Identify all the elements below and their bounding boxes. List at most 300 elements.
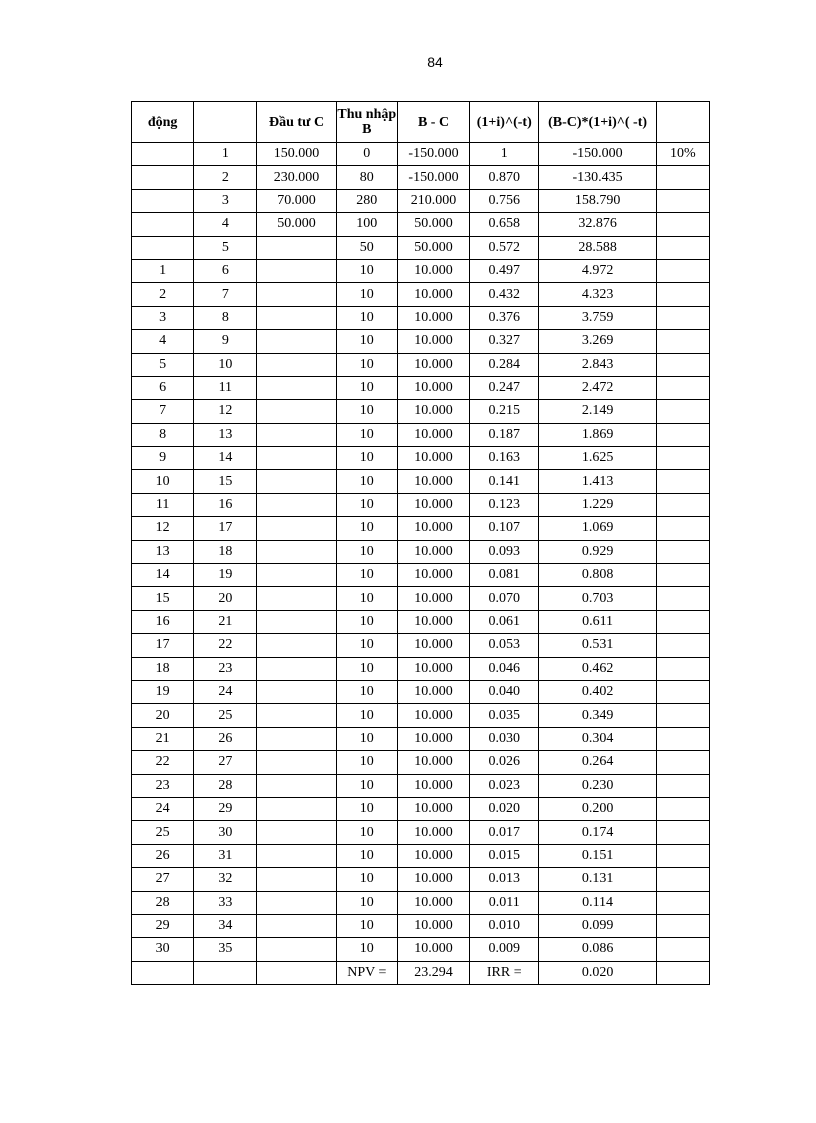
empty-cell bbox=[656, 914, 709, 937]
operation-year-cell: 22 bbox=[132, 751, 194, 774]
income-cell: 10 bbox=[336, 704, 397, 727]
investment-cell bbox=[257, 259, 336, 282]
year-cell: 17 bbox=[194, 517, 257, 540]
operation-year-cell bbox=[132, 166, 194, 189]
discounted-value-cell: 3.759 bbox=[539, 306, 656, 329]
empty-cell bbox=[656, 938, 709, 961]
empty-cell bbox=[656, 189, 709, 212]
table-row bbox=[132, 891, 710, 914]
operation-year-cell: 23 bbox=[132, 774, 194, 797]
operation-year-cell: 7 bbox=[132, 400, 194, 423]
investment-cell bbox=[257, 797, 336, 820]
discount-factor-cell: 0.020 bbox=[470, 797, 539, 820]
header-discounted-value: (B-C)*(1+i)^( -t) bbox=[539, 102, 656, 143]
table-row bbox=[132, 376, 710, 399]
investment-cell bbox=[257, 821, 336, 844]
operation-year-cell: 28 bbox=[132, 891, 194, 914]
discount-factor-cell: 0.432 bbox=[470, 283, 539, 306]
table-row bbox=[132, 306, 710, 329]
income-cell: 10 bbox=[336, 797, 397, 820]
net-flow-cell: 10.000 bbox=[397, 400, 469, 423]
income-cell: 10 bbox=[336, 330, 397, 353]
empty-cell bbox=[656, 376, 709, 399]
year-cell: 11 bbox=[194, 376, 257, 399]
net-flow-cell: 10.000 bbox=[397, 376, 469, 399]
discounted-value-cell: 0.703 bbox=[539, 587, 656, 610]
discount-factor-cell: 0.376 bbox=[470, 306, 539, 329]
discounted-value-cell: 28.588 bbox=[539, 236, 656, 259]
year-cell: 14 bbox=[194, 447, 257, 470]
investment-cell bbox=[257, 704, 336, 727]
table-row bbox=[132, 143, 710, 166]
discount-rate-cell: 10% bbox=[656, 143, 709, 166]
net-flow-cell: 10.000 bbox=[397, 587, 469, 610]
operation-year-cell bbox=[132, 213, 194, 236]
net-flow-cell: 10.000 bbox=[397, 306, 469, 329]
income-cell: 10 bbox=[336, 938, 397, 961]
discounted-value-cell: 0.349 bbox=[539, 704, 656, 727]
discount-factor-cell: 0.015 bbox=[470, 844, 539, 867]
table-row bbox=[132, 447, 710, 470]
discount-factor-cell: 0.123 bbox=[470, 493, 539, 516]
table-footer bbox=[132, 961, 710, 984]
net-flow-cell: 10.000 bbox=[397, 727, 469, 750]
empty-cell bbox=[656, 400, 709, 423]
operation-year-cell: 24 bbox=[132, 797, 194, 820]
discount-factor-cell: 0.141 bbox=[470, 470, 539, 493]
investment-cell bbox=[257, 376, 336, 399]
income-cell: 10 bbox=[336, 306, 397, 329]
income-cell: 10 bbox=[336, 283, 397, 306]
income-cell: 10 bbox=[336, 751, 397, 774]
discounted-value-cell: 1.625 bbox=[539, 447, 656, 470]
investment-cell bbox=[257, 868, 336, 891]
discounted-value-cell: 2.843 bbox=[539, 353, 656, 376]
net-flow-cell: 10.000 bbox=[397, 517, 469, 540]
operation-year-cell bbox=[132, 189, 194, 212]
net-flow-cell: 10.000 bbox=[397, 657, 469, 680]
table-row bbox=[132, 259, 710, 282]
discount-factor-cell: 0.011 bbox=[470, 891, 539, 914]
discounted-value-cell: 0.200 bbox=[539, 797, 656, 820]
summary-row bbox=[132, 961, 710, 984]
table-row bbox=[132, 189, 710, 212]
discount-factor-cell: 0.081 bbox=[470, 564, 539, 587]
investment-cell bbox=[257, 236, 336, 259]
year-cell: 34 bbox=[194, 914, 257, 937]
discount-factor-cell: 0.497 bbox=[470, 259, 539, 282]
discount-factor-cell: 1 bbox=[470, 143, 539, 166]
header-investment-c: Đầu tư C bbox=[257, 102, 336, 143]
table-row bbox=[132, 283, 710, 306]
discount-factor-cell: 0.010 bbox=[470, 914, 539, 937]
discounted-value-cell: 0.611 bbox=[539, 610, 656, 633]
operation-year-cell: 4 bbox=[132, 330, 194, 353]
investment-cell bbox=[257, 423, 336, 446]
discount-factor-cell: 0.870 bbox=[470, 166, 539, 189]
investment-cell bbox=[257, 564, 336, 587]
income-cell: 10 bbox=[336, 376, 397, 399]
net-flow-cell: 10.000 bbox=[397, 610, 469, 633]
discounted-value-cell: 3.269 bbox=[539, 330, 656, 353]
discounted-value-cell: -130.435 bbox=[539, 166, 656, 189]
year-cell: 3 bbox=[194, 189, 257, 212]
empty-cell bbox=[656, 470, 709, 493]
investment-cell bbox=[257, 517, 336, 540]
npv-label: NPV = bbox=[336, 961, 397, 984]
npv-value: 23.294 bbox=[397, 961, 469, 984]
header-year bbox=[194, 102, 257, 143]
investment-cell bbox=[257, 587, 336, 610]
table-row bbox=[132, 914, 710, 937]
discount-factor-cell: 0.187 bbox=[470, 423, 539, 446]
income-cell: 10 bbox=[336, 657, 397, 680]
income-cell: 10 bbox=[336, 400, 397, 423]
investment-cell bbox=[257, 447, 336, 470]
year-cell: 24 bbox=[194, 680, 257, 703]
year-cell: 8 bbox=[194, 306, 257, 329]
table-row bbox=[132, 680, 710, 703]
summary-empty-cell bbox=[132, 961, 194, 984]
operation-year-cell: 29 bbox=[132, 914, 194, 937]
operation-year-cell: 3 bbox=[132, 306, 194, 329]
header-b-minus-c: B - C bbox=[397, 102, 469, 143]
discounted-value-cell: 4.972 bbox=[539, 259, 656, 282]
table-row bbox=[132, 400, 710, 423]
year-cell: 19 bbox=[194, 564, 257, 587]
discount-factor-cell: 0.023 bbox=[470, 774, 539, 797]
income-cell: 10 bbox=[336, 493, 397, 516]
empty-cell bbox=[656, 610, 709, 633]
discount-factor-cell: 0.013 bbox=[470, 868, 539, 891]
net-flow-cell: 10.000 bbox=[397, 634, 469, 657]
discounted-value-cell: 2.149 bbox=[539, 400, 656, 423]
net-flow-cell: 10.000 bbox=[397, 493, 469, 516]
investment-cell bbox=[257, 306, 336, 329]
discount-factor-cell: 0.327 bbox=[470, 330, 539, 353]
discount-factor-cell: 0.756 bbox=[470, 189, 539, 212]
empty-cell bbox=[656, 423, 709, 446]
income-cell: 10 bbox=[336, 470, 397, 493]
cash-flow-table bbox=[131, 101, 710, 985]
income-cell: 10 bbox=[336, 540, 397, 563]
operation-year-cell: 11 bbox=[132, 493, 194, 516]
investment-cell bbox=[257, 470, 336, 493]
net-flow-cell: -150.000 bbox=[397, 143, 469, 166]
operation-year-cell: 19 bbox=[132, 680, 194, 703]
investment-cell bbox=[257, 891, 336, 914]
year-cell: 25 bbox=[194, 704, 257, 727]
discounted-value-cell: 2.472 bbox=[539, 376, 656, 399]
empty-cell bbox=[656, 634, 709, 657]
operation-year-cell: 1 bbox=[132, 259, 194, 282]
investment-cell bbox=[257, 353, 336, 376]
operation-year-cell: 8 bbox=[132, 423, 194, 446]
year-cell: 28 bbox=[194, 774, 257, 797]
year-cell: 7 bbox=[194, 283, 257, 306]
empty-cell bbox=[656, 751, 709, 774]
operation-year-cell: 16 bbox=[132, 610, 194, 633]
income-cell: 280 bbox=[336, 189, 397, 212]
table-row bbox=[132, 423, 710, 446]
net-flow-cell: 10.000 bbox=[397, 891, 469, 914]
table-row bbox=[132, 236, 710, 259]
discount-factor-cell: 0.658 bbox=[470, 213, 539, 236]
operation-year-cell: 9 bbox=[132, 447, 194, 470]
discount-factor-cell: 0.053 bbox=[470, 634, 539, 657]
discounted-value-cell: 158.790 bbox=[539, 189, 656, 212]
operation-year-cell: 2 bbox=[132, 283, 194, 306]
net-flow-cell: 10.000 bbox=[397, 844, 469, 867]
table-row bbox=[132, 493, 710, 516]
table-row bbox=[132, 540, 710, 563]
investment-cell bbox=[257, 914, 336, 937]
empty-cell bbox=[656, 213, 709, 236]
net-flow-cell: 50.000 bbox=[397, 236, 469, 259]
year-cell: 15 bbox=[194, 470, 257, 493]
empty-cell bbox=[656, 680, 709, 703]
operation-year-cell: 30 bbox=[132, 938, 194, 961]
discounted-value-cell: 0.462 bbox=[539, 657, 656, 680]
irr-label: IRR = bbox=[470, 961, 539, 984]
table-row bbox=[132, 213, 710, 236]
year-cell: 6 bbox=[194, 259, 257, 282]
discounted-value-cell: 1.069 bbox=[539, 517, 656, 540]
table-row bbox=[132, 797, 710, 820]
investment-cell bbox=[257, 751, 336, 774]
net-flow-cell: 10.000 bbox=[397, 914, 469, 937]
investment-cell bbox=[257, 400, 336, 423]
discounted-value-cell: 0.086 bbox=[539, 938, 656, 961]
empty-cell bbox=[656, 821, 709, 844]
discount-factor-cell: 0.035 bbox=[470, 704, 539, 727]
table-row bbox=[132, 938, 710, 961]
net-flow-cell: 10.000 bbox=[397, 423, 469, 446]
income-cell: 10 bbox=[336, 634, 397, 657]
net-flow-cell: 10.000 bbox=[397, 797, 469, 820]
empty-cell bbox=[656, 166, 709, 189]
table-body bbox=[132, 143, 710, 962]
header-row bbox=[132, 102, 710, 143]
year-cell: 22 bbox=[194, 634, 257, 657]
summary-empty-cell bbox=[194, 961, 257, 984]
income-cell: 10 bbox=[336, 587, 397, 610]
year-cell: 1 bbox=[194, 143, 257, 166]
operation-year-cell: 10 bbox=[132, 470, 194, 493]
operation-year-cell: 14 bbox=[132, 564, 194, 587]
income-cell: 10 bbox=[336, 423, 397, 446]
investment-cell: 150.000 bbox=[257, 143, 336, 166]
empty-cell bbox=[656, 657, 709, 680]
investment-cell bbox=[257, 540, 336, 563]
table-row bbox=[132, 353, 710, 376]
table-row bbox=[132, 587, 710, 610]
discount-factor-cell: 0.040 bbox=[470, 680, 539, 703]
income-cell: 10 bbox=[336, 517, 397, 540]
discounted-value-cell: 0.304 bbox=[539, 727, 656, 750]
net-flow-cell: -150.000 bbox=[397, 166, 469, 189]
operation-year-cell: 15 bbox=[132, 587, 194, 610]
net-flow-cell: 10.000 bbox=[397, 283, 469, 306]
empty-cell bbox=[656, 259, 709, 282]
empty-cell bbox=[656, 891, 709, 914]
empty-cell bbox=[656, 493, 709, 516]
discounted-value-cell: 0.099 bbox=[539, 914, 656, 937]
empty-cell bbox=[656, 353, 709, 376]
table-row bbox=[132, 704, 710, 727]
empty-cell bbox=[656, 283, 709, 306]
investment-cell: 230.000 bbox=[257, 166, 336, 189]
net-flow-cell: 10.000 bbox=[397, 330, 469, 353]
income-cell: 10 bbox=[336, 447, 397, 470]
discounted-value-cell: 0.808 bbox=[539, 564, 656, 587]
discounted-value-cell: 4.323 bbox=[539, 283, 656, 306]
table-row bbox=[132, 657, 710, 680]
table-header bbox=[132, 102, 710, 143]
year-cell: 9 bbox=[194, 330, 257, 353]
year-cell: 5 bbox=[194, 236, 257, 259]
header-income-b: Thu nhập B bbox=[336, 102, 397, 143]
table-row bbox=[132, 564, 710, 587]
income-cell: 10 bbox=[336, 353, 397, 376]
discount-factor-cell: 0.017 bbox=[470, 821, 539, 844]
income-cell: 80 bbox=[336, 166, 397, 189]
net-flow-cell: 10.000 bbox=[397, 470, 469, 493]
operation-year-cell: 6 bbox=[132, 376, 194, 399]
discount-factor-cell: 0.215 bbox=[470, 400, 539, 423]
year-cell: 10 bbox=[194, 353, 257, 376]
net-flow-cell: 10.000 bbox=[397, 353, 469, 376]
year-cell: 26 bbox=[194, 727, 257, 750]
income-cell: 10 bbox=[336, 259, 397, 282]
discounted-value-cell: 1.229 bbox=[539, 493, 656, 516]
empty-cell bbox=[656, 236, 709, 259]
year-cell: 2 bbox=[194, 166, 257, 189]
discount-factor-cell: 0.030 bbox=[470, 727, 539, 750]
operation-year-cell: 13 bbox=[132, 540, 194, 563]
year-cell: 30 bbox=[194, 821, 257, 844]
net-flow-cell: 10.000 bbox=[397, 938, 469, 961]
discounted-value-cell: 0.264 bbox=[539, 751, 656, 774]
operation-year-cell: 26 bbox=[132, 844, 194, 867]
income-cell: 10 bbox=[336, 727, 397, 750]
discount-factor-cell: 0.107 bbox=[470, 517, 539, 540]
year-cell: 35 bbox=[194, 938, 257, 961]
investment-cell bbox=[257, 844, 336, 867]
summary-empty-cell bbox=[257, 961, 336, 984]
table-row bbox=[132, 610, 710, 633]
investment-cell bbox=[257, 610, 336, 633]
investment-cell bbox=[257, 657, 336, 680]
empty-cell bbox=[656, 774, 709, 797]
investment-cell bbox=[257, 283, 336, 306]
discounted-value-cell: 0.151 bbox=[539, 844, 656, 867]
discounted-value-cell: -150.000 bbox=[539, 143, 656, 166]
operation-year-cell: 5 bbox=[132, 353, 194, 376]
investment-cell bbox=[257, 727, 336, 750]
empty-cell bbox=[656, 447, 709, 470]
year-cell: 27 bbox=[194, 751, 257, 774]
income-cell: 100 bbox=[336, 213, 397, 236]
empty-cell bbox=[656, 868, 709, 891]
table-row bbox=[132, 517, 710, 540]
discount-factor-cell: 0.061 bbox=[470, 610, 539, 633]
operation-year-cell bbox=[132, 236, 194, 259]
discount-factor-cell: 0.046 bbox=[470, 657, 539, 680]
net-flow-cell: 10.000 bbox=[397, 704, 469, 727]
year-cell: 12 bbox=[194, 400, 257, 423]
header-discount-factor: (1+i)^(-t) bbox=[470, 102, 539, 143]
year-cell: 20 bbox=[194, 587, 257, 610]
table-row bbox=[132, 634, 710, 657]
investment-cell: 50.000 bbox=[257, 213, 336, 236]
page-number: 84 bbox=[427, 54, 443, 70]
discounted-value-cell: 0.174 bbox=[539, 821, 656, 844]
year-cell: 13 bbox=[194, 423, 257, 446]
income-cell: 10 bbox=[336, 564, 397, 587]
empty-cell bbox=[656, 306, 709, 329]
income-cell: 10 bbox=[336, 914, 397, 937]
discount-factor-cell: 0.247 bbox=[470, 376, 539, 399]
investment-cell bbox=[257, 330, 336, 353]
table-row bbox=[132, 844, 710, 867]
income-cell: 10 bbox=[336, 680, 397, 703]
investment-cell bbox=[257, 774, 336, 797]
discounted-value-cell: 0.114 bbox=[539, 891, 656, 914]
discount-factor-cell: 0.163 bbox=[470, 447, 539, 470]
year-cell: 18 bbox=[194, 540, 257, 563]
empty-cell bbox=[656, 564, 709, 587]
irr-value: 0.020 bbox=[539, 961, 656, 984]
net-flow-cell: 10.000 bbox=[397, 259, 469, 282]
income-cell: 10 bbox=[336, 821, 397, 844]
discounted-value-cell: 32.876 bbox=[539, 213, 656, 236]
table-row bbox=[132, 470, 710, 493]
income-cell: 50 bbox=[336, 236, 397, 259]
empty-cell bbox=[656, 797, 709, 820]
net-flow-cell: 210.000 bbox=[397, 189, 469, 212]
income-cell: 10 bbox=[336, 891, 397, 914]
net-flow-cell: 10.000 bbox=[397, 680, 469, 703]
discount-factor-cell: 0.009 bbox=[470, 938, 539, 961]
discount-factor-cell: 0.284 bbox=[470, 353, 539, 376]
empty-cell bbox=[656, 587, 709, 610]
investment-cell bbox=[257, 493, 336, 516]
net-flow-cell: 10.000 bbox=[397, 868, 469, 891]
header-operation-year: động bbox=[132, 102, 194, 143]
operation-year-cell: 21 bbox=[132, 727, 194, 750]
table-row bbox=[132, 727, 710, 750]
discount-factor-cell: 0.093 bbox=[470, 540, 539, 563]
year-cell: 31 bbox=[194, 844, 257, 867]
net-flow-cell: 10.000 bbox=[397, 540, 469, 563]
table-row bbox=[132, 821, 710, 844]
discounted-value-cell: 1.413 bbox=[539, 470, 656, 493]
year-cell: 32 bbox=[194, 868, 257, 891]
table-row bbox=[132, 330, 710, 353]
table-row bbox=[132, 166, 710, 189]
table-row bbox=[132, 868, 710, 891]
discount-factor-cell: 0.026 bbox=[470, 751, 539, 774]
investment-cell bbox=[257, 634, 336, 657]
discounted-value-cell: 0.131 bbox=[539, 868, 656, 891]
investment-cell: 70.000 bbox=[257, 189, 336, 212]
income-cell: 10 bbox=[336, 844, 397, 867]
year-cell: 29 bbox=[194, 797, 257, 820]
header-rate bbox=[656, 102, 709, 143]
net-flow-cell: 10.000 bbox=[397, 564, 469, 587]
year-cell: 21 bbox=[194, 610, 257, 633]
